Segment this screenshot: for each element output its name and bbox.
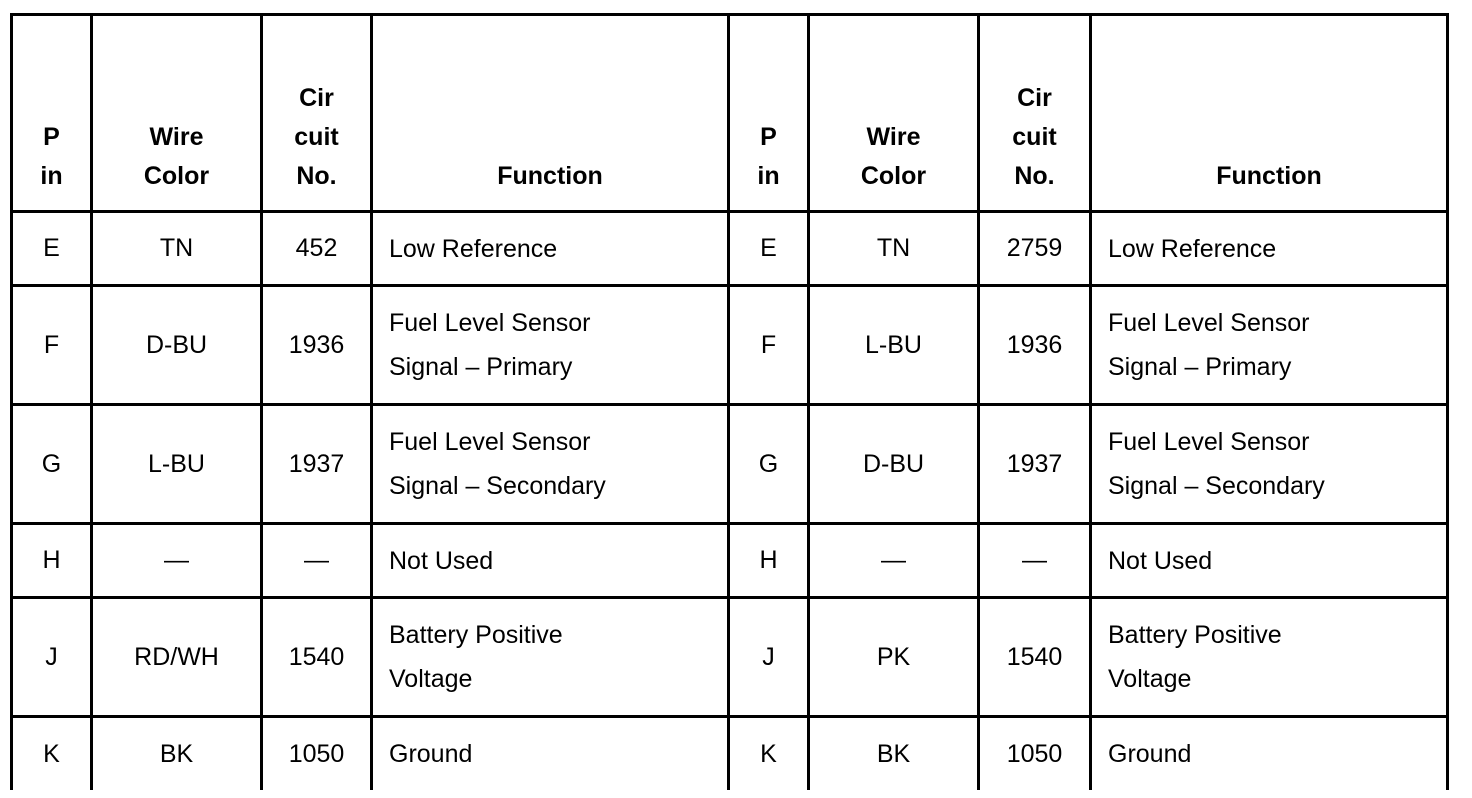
wire-color-cell: BK — [92, 717, 262, 791]
wire-color-cell: TN — [92, 212, 262, 286]
circuit-no-cell: 1936 — [979, 286, 1091, 405]
pin-cell: J — [12, 598, 92, 717]
circuit-no-cell: 1936 — [262, 286, 372, 405]
wire-color-cell: D-BU — [92, 286, 262, 405]
function-cell: Ground — [372, 717, 729, 791]
circuit-no-cell: 1937 — [979, 405, 1091, 524]
pin-cell: E — [729, 212, 809, 286]
wire-color-cell: TN — [809, 212, 979, 286]
function-cell: Fuel Level Sensor Signal – Primary — [1091, 286, 1448, 405]
circuit-no-cell: — — [979, 524, 1091, 598]
table-row — [12, 524, 1448, 598]
function-cell: Ground — [1091, 717, 1448, 791]
pin-cell: H — [729, 524, 809, 598]
wire-color-cell: — — [92, 524, 262, 598]
wire-color-cell: PK — [809, 598, 979, 717]
header-function-left: Function — [372, 15, 729, 212]
header-row — [12, 15, 1448, 212]
function-cell: Battery Positive Voltage — [1091, 598, 1448, 717]
wire-color-cell: L-BU — [92, 405, 262, 524]
pin-cell: H — [12, 524, 92, 598]
table-row — [12, 286, 1448, 405]
table-row — [12, 405, 1448, 524]
function-cell: Fuel Level Sensor Signal – Secondary — [1091, 405, 1448, 524]
function-cell: Not Used — [1091, 524, 1448, 598]
table-row — [12, 717, 1448, 791]
table-row — [12, 212, 1448, 286]
table-row — [12, 598, 1448, 717]
pin-cell: G — [12, 405, 92, 524]
wire-color-cell: D-BU — [809, 405, 979, 524]
function-cell: Not Used — [372, 524, 729, 598]
function-cell: Low Reference — [1091, 212, 1448, 286]
header-pin-right: P in — [729, 15, 809, 212]
circuit-no-cell: — — [262, 524, 372, 598]
function-cell: Fuel Level Sensor Signal – Primary — [372, 286, 729, 405]
pin-cell: F — [12, 286, 92, 405]
header-function-right: Function — [1091, 15, 1448, 212]
pin-cell: E — [12, 212, 92, 286]
pin-cell: K — [12, 717, 92, 791]
header-circuit-no-left: Cir cuit No. — [262, 15, 372, 212]
wire-color-cell: BK — [809, 717, 979, 791]
circuit-no-cell: 1540 — [979, 598, 1091, 717]
wire-color-cell: RD/WH — [92, 598, 262, 717]
function-cell: Fuel Level Sensor Signal – Secondary — [372, 405, 729, 524]
pin-cell: K — [729, 717, 809, 791]
header-pin-left: P in — [12, 15, 92, 212]
function-cell: Battery Positive Voltage — [372, 598, 729, 717]
circuit-no-cell: 2759 — [979, 212, 1091, 286]
function-cell: Low Reference — [372, 212, 729, 286]
circuit-no-cell: 1050 — [262, 717, 372, 791]
header-wire-color-left: Wire Color — [92, 15, 262, 212]
wire-color-cell: — — [809, 524, 979, 598]
wire-color-cell: L-BU — [809, 286, 979, 405]
circuit-no-cell: 1540 — [262, 598, 372, 717]
header-circuit-no-right: Cir cuit No. — [979, 15, 1091, 212]
circuit-no-cell: 452 — [262, 212, 372, 286]
pin-cell: F — [729, 286, 809, 405]
circuit-no-cell: 1937 — [262, 405, 372, 524]
pin-cell: G — [729, 405, 809, 524]
pin-cell: J — [729, 598, 809, 717]
circuit-no-cell: 1050 — [979, 717, 1091, 791]
header-wire-color-right: Wire Color — [809, 15, 979, 212]
connector-pinout-table — [10, 13, 1449, 790]
